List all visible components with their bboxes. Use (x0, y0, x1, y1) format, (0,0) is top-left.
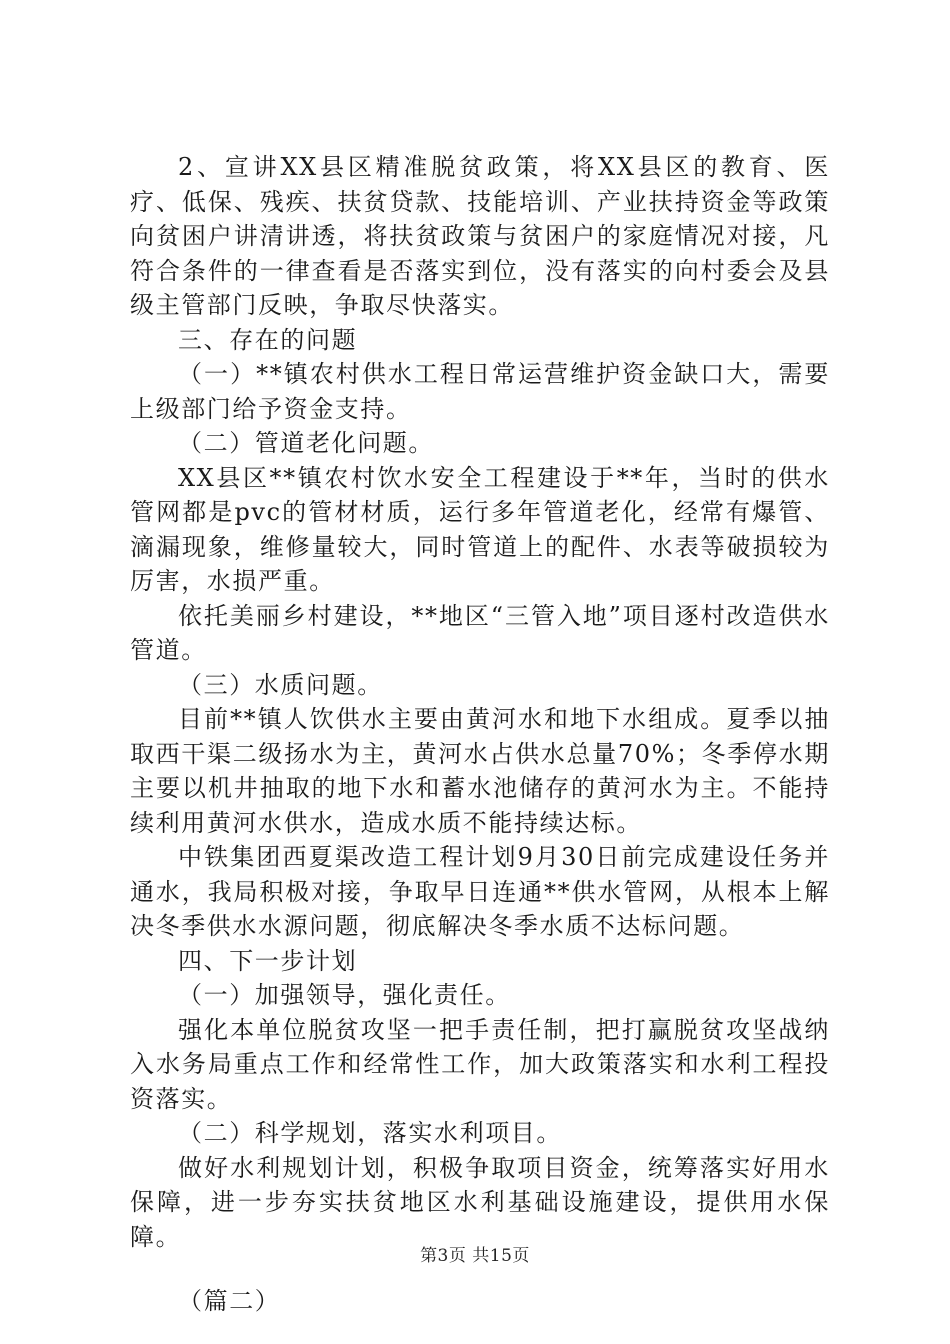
paragraph-leadership: 强化本单位脱贫攻坚一把手责任制，把打赢脱贫攻坚战纳入水务局重点工作和经常性工作，加大政策落实和水利工程投资落实。 (130, 1015, 830, 1113)
document-body (130, 150, 830, 1319)
paragraph-water-supply: 目前**镇人饮供水主要由黄河水和地下水组成。夏季以抽取西干渠二级扬水为主，黄河水占供水总量70%；冬季停水期主要以机井抽取的地下水和蓄水池储存的黄河水为主。不能持续利用黄河水供水，造成水质不能持续达标。 (130, 705, 830, 837)
paragraph-pipe-aging: XX县区**镇农村饮水安全工程建设于**年，当时的供水管网都是pvc的管材材质，运行多年管道老化，经常有爆管、滴漏现象，维修量较大，同时管道上的配件、水表等破损较为厉害，水损严重。 (130, 463, 830, 595)
paragraph-planning: 做好水利规划计划，积极争取项目资金，统筹落实好用水保障，进一步夯实扶贫地区水利基础设施建设，提供用水保障。 (130, 1153, 830, 1251)
paragraph-pipe-renovation: 依托美丽乡村建设，**地区“三管入地”项目逐村改造供水管道。 (130, 601, 830, 664)
subheading-funding-gap: （一）**镇农村供水工程日常运营维护资金缺口大，需要上级部门给予资金支持。 (130, 360, 830, 423)
section-heading-part-two: （篇二） (178, 1287, 281, 1315)
subheading-water-quality: （三）水质问题。 (178, 670, 383, 699)
paragraph-canal-project: 中铁集团西夏渠改造工程计划9月30日前完成建设任务并通水，我局积极对接，争取早日连通**供水管网，从根本上解决冬季供水水源问题，彻底解决冬季水质不达标问题。 (130, 843, 830, 940)
paragraph-policy-publicity: 2、宣讲XX县区精准脱贫政策，将XX县区的教育、医疗、低保、残疾、扶贫贷款、技能培训、产业扶持资金等政策向贫困户讲清讲透，将扶贫政策与贫困户的家庭情况对接，凡符合条件的一律查看是否落实到位，没有落实的向村委会及县级主管部门反映，争取尽快落实。 (130, 153, 830, 319)
subheading-leadership: （一）加强领导，强化责任。 (178, 981, 511, 1009)
heading-next-steps: 四、下一步计划 (178, 946, 358, 975)
subheading-planning: （二）科学规划，落实水利项目。 (178, 1119, 562, 1147)
subheading-pipe-aging: （二）管道老化问题。 (178, 429, 434, 457)
heading-existing-problems: 三、存在的问题 (178, 325, 358, 354)
page-number-footer: 第3页 共15页 (420, 1246, 530, 1266)
